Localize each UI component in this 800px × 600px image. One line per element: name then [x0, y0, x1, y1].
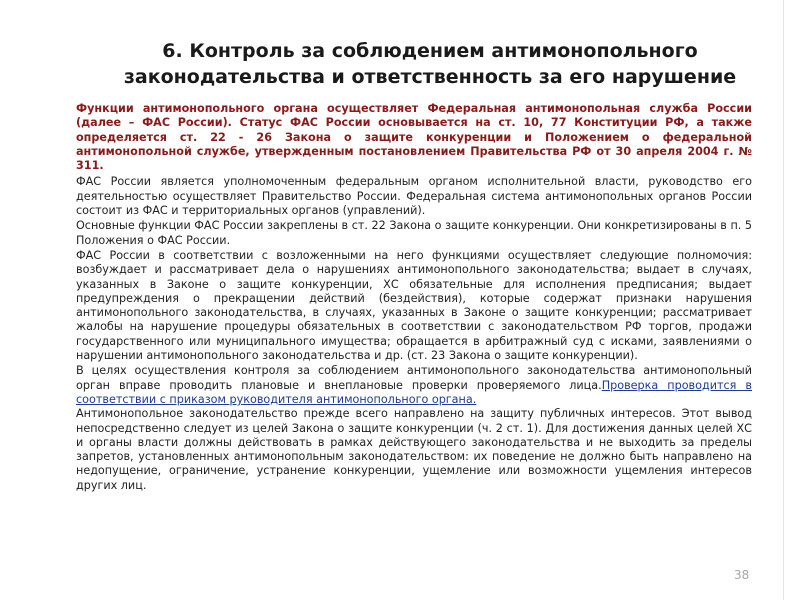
inspections-text: В целях осуществления контроля за соблюдением антимонопольного законодательства антимонопольный орган вправе проводить плановые и внеплановые проверки проверяемого лица. [76, 364, 752, 392]
slide-title [80, 38, 780, 90]
paragraph-fas-status: ФАС России является уполномоченным федеральным органом исполнительной власти, руководство его деятельностью осуществляет Правительство России. Федеральная система антимонопольных органов России состоит из ФАС и территориальных органов (управлений). [76, 175, 752, 218]
slide-title-line-2: законодательства и ответственность за его нарушение [123, 66, 737, 88]
paragraph-fas-functions: Функции антимонопольного органа осуществляет Федеральная антимонопольная служба России (далее – ФАС России). Статус ФАС России основывается на ст. 10, 77 Конституции РФ, а также определяется ст. 22 - 26 Закона о защите конкуренции и Положением о федеральной антимонопольной службе, утвержденным постановлением Правительства РФ от 30 апреля 2004 г. № 311. [76, 102, 752, 173]
paragraph-public-interest: Антимонопольное законодательство прежде всего направлено на защиту публичных интересов. Этот вывод непосредственно следует из целей Закона о защите конкуренции (ч. 2 ст. 1). Для достижения данных целей ХС и органы власти должны действовать в рамках действующего законодательства и не выходить за пределы запретов, установленных антимонопольным законодательством: их поведение не должно быть направлено на недопущение, ограничение, устранение конкуренции, ущемление или возможности ущемления интересов других лиц. [76, 407, 752, 492]
slide-body [76, 102, 752, 494]
slide-divider [783, 0, 784, 600]
slide-number: 38 [734, 568, 750, 582]
paragraph-powers: ФАС России в соответствии с возложенными на него функциями осуществляет следующие полномочия: возбуждает и рассматривает дела о нарушениях антимонопольного законодательства; выдает в случаях, указанных в Законе о защите конкуренции, ХС обязательные для исполнения предписания; выдает предупреждения о прекращении действий (бездействия), которые содержат признаки нарушения антимонопольного законодательства, в случаях, указанных в Законе о защите конкуренции; рассматривает жалобы на нарушение процедуры обязательных в соответствии с законодательством РФ торгов, продажи государственного или муниципального имущества; обращается в арбитражный суд с исками, заявлениями о нарушении антимонопольного законодательства и др. (ст. 23 Закона о защите конкуренции). [76, 248, 752, 363]
inspection-order-link[interactable]: Проверка проводится в соответствии с приказом руководителя антимонопольного органа. [76, 378, 753, 406]
paragraph-inspections [76, 364, 752, 407]
paragraph-main-functions: Основные функции ФАС России закреплены в ст. 22 Закона о защите конкуренции. Они конкретизированы в п. 5 Положения о ФАС России. [76, 219, 752, 247]
slide-title-line-1: 6. Контроль за соблюдением антимонопольного [162, 40, 698, 62]
